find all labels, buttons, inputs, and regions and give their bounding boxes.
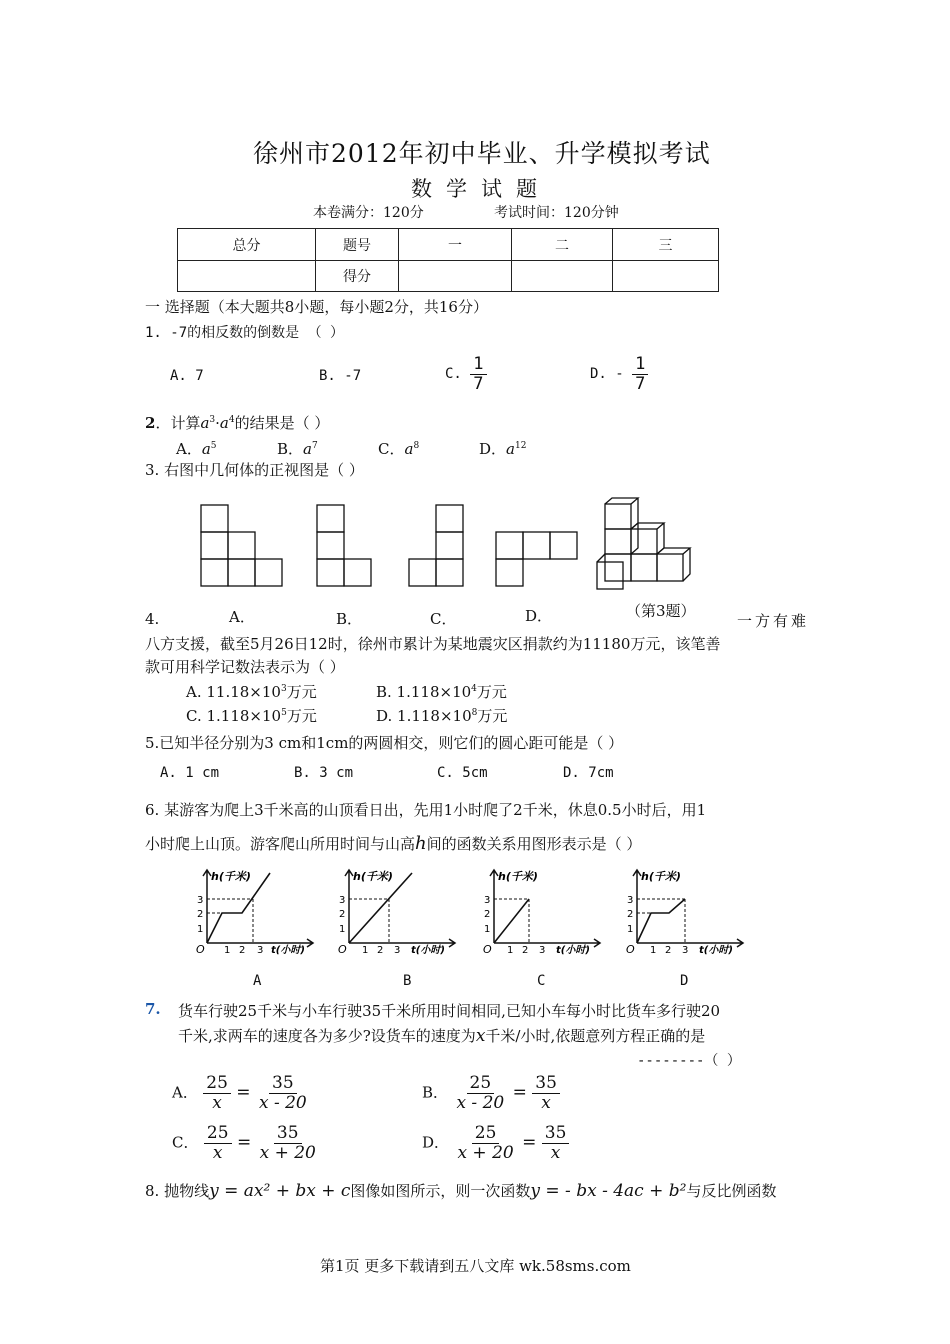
q6-label-b: B: [403, 973, 412, 989]
q8-formula-linear: y = - bx - 4ac + b²: [530, 1181, 687, 1201]
q3-figures: [190, 496, 710, 596]
question-7-line2: 千米,求两车的速度各为多少?设货车的速度为x千米/小时,依题意列方程正确的是: [178, 1026, 706, 1046]
table-row-score-label: 得分: [316, 261, 399, 292]
q2-stem-a: ．计算: [155, 414, 201, 432]
q1-d-numerator: 1: [632, 355, 648, 375]
q2-option-d: D．$a^{12}$: [479, 440, 527, 458]
svg-text:2: 2: [239, 945, 246, 956]
svg-text:2: 2: [339, 909, 346, 920]
svg-text:3: 3: [627, 895, 634, 906]
q7-option-b: B． $\frac{25}{x - 20}$ = $\frac{35}{x}$: [422, 1074, 560, 1112]
q2-option-a: A．$a^5$: [176, 440, 217, 458]
svg-text:3: 3: [484, 895, 491, 906]
q3-view-d: [496, 532, 577, 586]
svg-text:1: 1: [650, 945, 657, 956]
svg-text:2: 2: [377, 945, 384, 956]
q1-d-denominator: 7: [635, 373, 646, 394]
q6a-xlabel: t(小时): [271, 945, 305, 956]
q3-view-c: [409, 505, 463, 586]
svg-text:3: 3: [257, 945, 264, 956]
q6a-origin: O: [196, 943, 205, 956]
q1-option-c-prefix: C.: [445, 366, 462, 383]
q1-option-c: [445, 355, 487, 393]
q1-option-d-prefix: D. -: [590, 366, 624, 383]
svg-text:2: 2: [627, 909, 634, 920]
svg-text:2: 2: [522, 945, 529, 956]
svg-text:1: 1: [484, 924, 491, 935]
full-score: 本卷满分：120分: [313, 205, 424, 221]
q4-option-a: A. $11.18\times 10^3$万元: [186, 683, 317, 701]
q7-option-d: D． $\frac{25}{x + 20}$ = $\frac{35}{x}$: [422, 1124, 569, 1162]
svg-text:1: 1: [197, 924, 204, 935]
q2-stem-b: 的结果是（ ）: [234, 414, 330, 432]
question-4-line3: 款可用科学记数法表示为（ ）: [145, 658, 345, 676]
q6-graph-b: [337, 865, 467, 960]
question-2-stem: 2．计算$a^3\cdot a^4$的结果是（ ）: [145, 414, 330, 432]
q6c-xlabel: t(小时): [556, 945, 590, 956]
q3-caption: （第3题）: [626, 602, 696, 620]
question-1-stem: 1. -7的相反数的倒数是 （ ）: [145, 325, 345, 341]
svg-text:2: 2: [665, 945, 672, 956]
question-4-line2: 八方支援，截至5月26日12时，徐州市累计为某地震灾区捐款约为11180万元，该笔善: [145, 635, 721, 653]
q3-view-b: [317, 505, 371, 586]
exam-title: 徐州市2012年初中毕业、升学模拟考试: [253, 139, 711, 168]
q4-option-d: D. $1.118\times 10^8$万元: [376, 707, 508, 725]
question-8-stem: 8. 抛物线y = ax² + bx + c图像如图所示，则一次函数y = - bx - 4ac + b²与反比例函数: [145, 1181, 777, 1201]
table-header-section-3: 三: [613, 229, 719, 261]
q3-solid: [597, 498, 690, 589]
svg-text:O: O: [626, 943, 635, 956]
svg-text:2: 2: [484, 909, 491, 920]
svg-text:3: 3: [197, 895, 204, 906]
question-5-stem: 5.已知半径分别为3 cm和1cm的两圆相交，则它们的圆心距可能是（ ）: [145, 734, 624, 752]
table-header-question-number: 题号: [316, 229, 399, 261]
q6d-xlabel: t(小时): [699, 945, 733, 956]
q4-option-b: B. $1.118\times 10^4$万元: [376, 683, 507, 701]
svg-text:1: 1: [627, 924, 634, 935]
question-7-line1: 货车行驶25千米与小车行驶35千米所用时间相同,已知小车每小时比货车多行驶20: [178, 1002, 721, 1020]
svg-text:1: 1: [339, 924, 346, 935]
q2-option-c: C．$a^8$: [378, 440, 420, 458]
q7-answer-blank: --------（ ）: [637, 1053, 741, 1069]
svg-text:3: 3: [539, 945, 546, 956]
score-cell-1[interactable]: [399, 261, 512, 292]
q2-number: 2: [145, 414, 156, 432]
svg-text:1: 1: [224, 945, 231, 956]
score-table: [177, 228, 719, 292]
q6-graph-a: [195, 865, 325, 960]
svg-text:2: 2: [197, 909, 204, 920]
q1-c-denominator: 7: [473, 373, 484, 394]
score-cell-3[interactable]: [613, 261, 719, 292]
q6-graph-c: [482, 865, 612, 960]
q6-label-d: D: [680, 973, 689, 989]
question-4-tail: 一方有难: [737, 612, 810, 630]
q6b-ylabel: h(千米): [353, 870, 393, 883]
svg-text:O: O: [483, 943, 492, 956]
q3-label-b: B．: [336, 610, 363, 628]
q5-option-d: D. 7cm: [563, 765, 614, 781]
table-header-total: 总分: [178, 229, 316, 261]
svg-text:3: 3: [394, 945, 401, 956]
total-score-cell[interactable]: [178, 261, 316, 292]
table-header-section-2: 二: [512, 229, 613, 261]
q6c-ylabel: h(千米): [498, 870, 538, 883]
score-cell-2[interactable]: [512, 261, 613, 292]
q6b-xlabel: t(小时): [411, 945, 445, 956]
q1-option-b: B. -7: [319, 368, 362, 384]
q6d-ylabel: h(千米): [641, 870, 681, 883]
svg-text:3: 3: [682, 945, 689, 956]
q3-label-d: D．: [525, 607, 553, 625]
svg-text:1: 1: [507, 945, 514, 956]
svg-text:3: 3: [339, 895, 346, 906]
q1-option-a: A. 7: [170, 368, 204, 384]
q4-option-c: C. $1.118\times 10^5$万元: [186, 707, 317, 725]
subject-title: 数学试题: [411, 177, 551, 201]
q5-option-b: B. 3 cm: [294, 765, 354, 781]
question-4-number: 4.: [145, 610, 160, 628]
q1-c-numerator: 1: [470, 355, 486, 375]
question-6-line2: 小时爬上山顶。游客爬山所用时间与山高h间的函数关系用图形表示是（ ）: [145, 833, 642, 854]
q6-graph-d: [625, 865, 755, 960]
table-header-section-1: 一: [399, 229, 512, 261]
q3-label-c: C．: [430, 610, 457, 628]
q7-option-a: A． $\frac{25}{x}$ = $\frac{35}{x - 20}$: [172, 1073, 307, 1113]
question-3-stem: 3. 右图中几何体的正视图是（ ）: [145, 461, 364, 479]
q3-view-a: [201, 505, 282, 586]
q5-option-c: C. 5cm: [437, 765, 488, 781]
q6-label-c: C: [537, 973, 546, 989]
svg-text:1: 1: [362, 945, 369, 956]
exam-time: 考试时间：120分钟: [494, 205, 619, 221]
page-footer: 第1页 更多下载请到五八文库 wk.58sms.com: [320, 1257, 631, 1275]
q6-label-a: A: [253, 973, 262, 989]
q1-option-d: [590, 355, 648, 393]
question-6-line1: 6. 某游客为爬上3千米高的山顶看日出，先用1小时爬了2千米，休息0.5小时后，用1: [145, 801, 707, 819]
question-7-number: 7.: [145, 1000, 161, 1018]
q2-option-b: B．$a^7$: [277, 440, 318, 458]
section-heading: 一 选择题（本大题共8小题，每小题2分，共16分）: [145, 298, 488, 316]
q8-formula-parabola: y = ax² + bx + c: [209, 1181, 351, 1201]
q7-option-c: C． $\frac{25}{x}$ = $\frac{35}{x + 20}$: [172, 1123, 316, 1163]
svg-text:O: O: [338, 943, 347, 956]
q5-option-a: A. 1 cm: [160, 765, 220, 781]
q3-label-a: A．: [229, 608, 255, 626]
q6a-ylabel: h(千米): [211, 870, 251, 883]
